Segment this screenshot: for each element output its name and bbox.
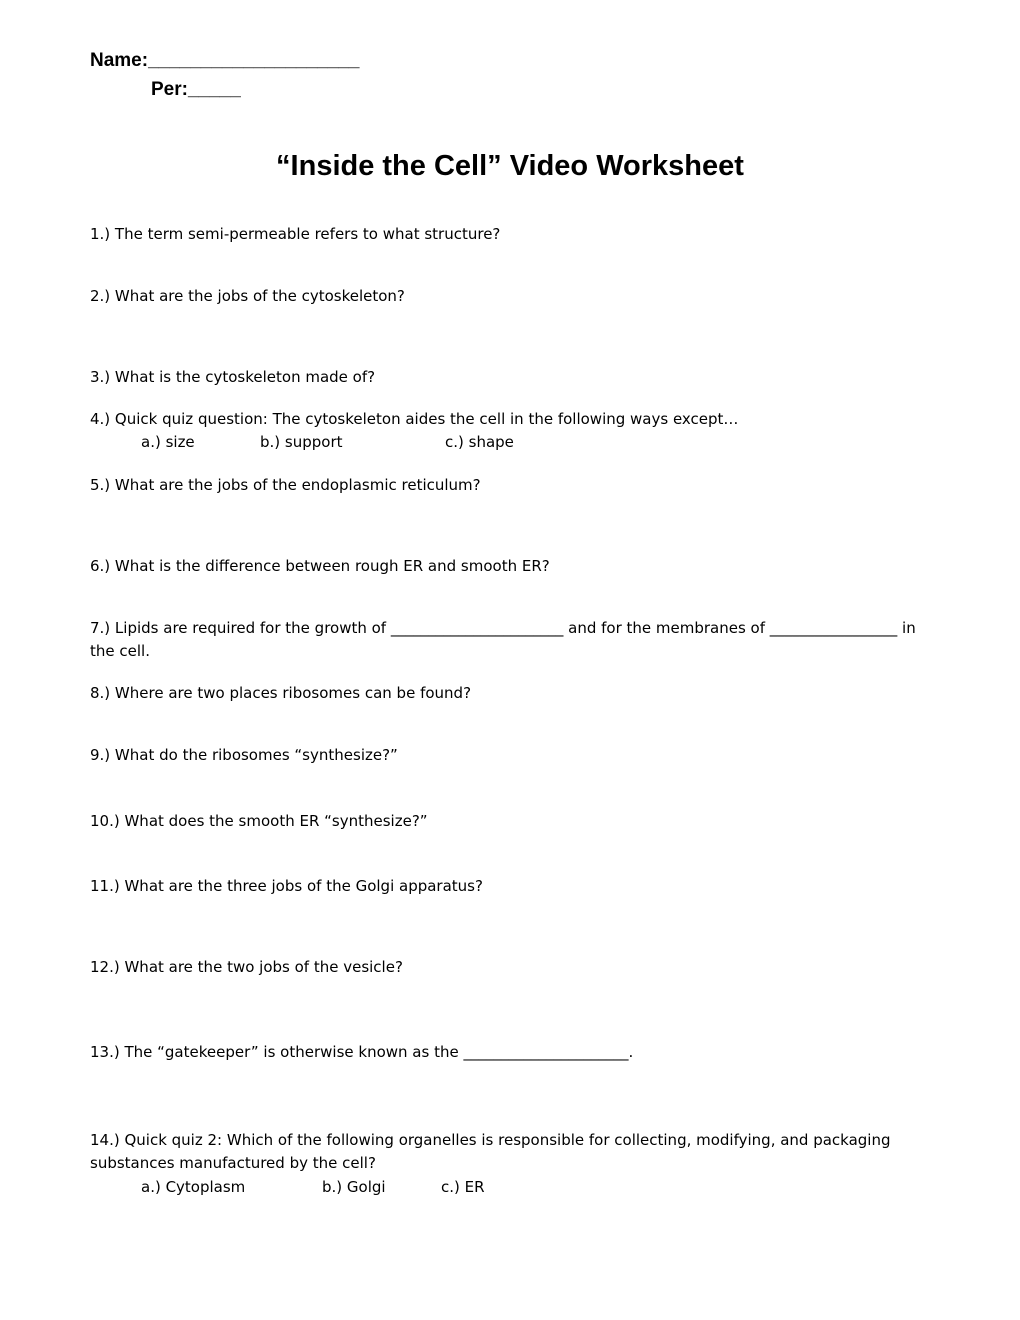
worksheet-title: “Inside the Cell” Video Worksheet	[276, 150, 744, 182]
question-14-option-b[interactable]: b.) Golgi	[322, 1178, 386, 1196]
question-9: 9.) What do the ribosomes “synthesize?”	[90, 746, 398, 764]
question-14-option-a[interactable]: a.) Cytoplasm	[141, 1178, 246, 1196]
question-5: 5.) What are the jobs of the endoplasmic reticulum?	[90, 476, 481, 494]
question-12: 12.) What are the two jobs of the vesicle?	[90, 958, 403, 976]
question-13: 13.) The “gatekeeper” is otherwise known as the ______________________.	[90, 1043, 634, 1061]
question-2: 2.) What are the jobs of the cytoskeleton?	[90, 287, 405, 305]
question-7: 7.) Lipids are required for the growth of _______________________ and for the membranes of _________________ in the cell.	[90, 619, 916, 660]
question-4: 4.) Quick quiz question: The cytoskeleton aides the cell in the following ways except…	[90, 410, 739, 428]
question-14-option-c[interactable]: c.) ER	[441, 1178, 485, 1196]
question-1: 1.) The term semi-permeable refers to what structure?	[90, 225, 501, 243]
question-4-option-b[interactable]: b.) support	[260, 433, 343, 451]
question-4-option-a[interactable]: a.) size	[141, 433, 195, 451]
question-4-option-c[interactable]: c.) shape	[445, 433, 514, 451]
question-3: 3.) What is the cytoskeleton made of?	[90, 368, 376, 386]
question-10: 10.) What does the smooth ER “synthesize?”	[90, 812, 428, 830]
question-6: 6.) What is the difference between rough ER and smooth ER?	[90, 557, 550, 575]
period-field-label[interactable]: Per:_____	[151, 79, 241, 100]
name-field-label[interactable]: Name:____________________	[90, 50, 360, 71]
question-11: 11.) What are the three jobs of the Golgi apparatus?	[90, 877, 483, 895]
question-14: 14.) Quick quiz 2: Which of the following organelles is responsible for collecting, modifying, and packaging substances manufactured by the cell?	[90, 1131, 891, 1172]
question-8: 8.) Where are two places ribosomes can be found?	[90, 684, 472, 702]
